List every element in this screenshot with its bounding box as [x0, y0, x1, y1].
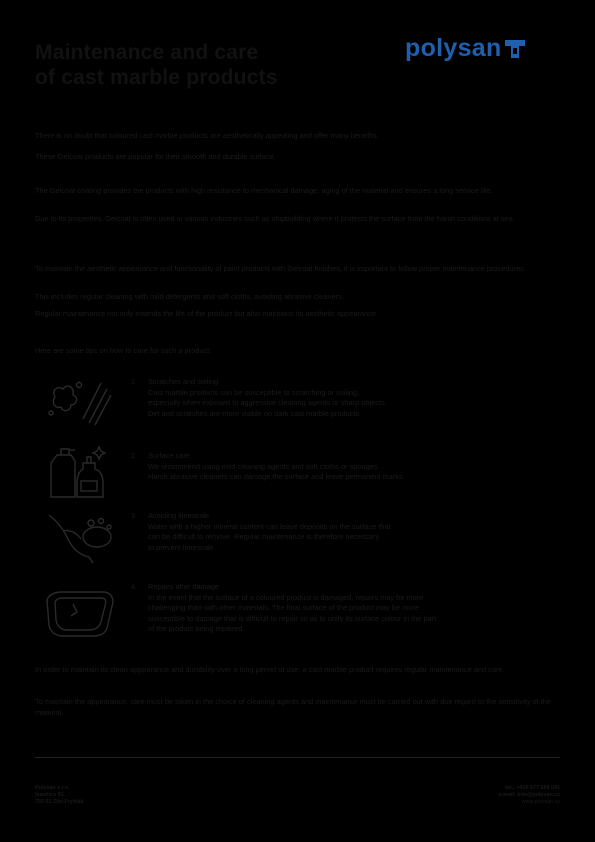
tip-line: to prevent limescale. — [148, 542, 216, 552]
tip-line: Dirt and scratches are more visible on dark cast marble products. — [148, 408, 362, 418]
polysan-logo — [405, 34, 526, 63]
tip-body — [148, 582, 560, 635]
footer-phone: tel.: +420 577 688 041 — [505, 785, 560, 791]
tip-heading: Surface care — [148, 451, 190, 460]
scratch-stain-icon — [43, 375, 115, 435]
logo-text: polysan — [405, 34, 502, 62]
tip-line: In the event that the surface of a coloured product is damaged, repairs may be more — [148, 592, 424, 602]
tip-number: 4. — [131, 582, 138, 591]
polysan-mark-icon — [504, 37, 526, 61]
closing-paragraph-2: To maintain the appearance, care must be taken in the choice of cleaning agents and maintenance must be carried out with due regard to the sensitivity of the material. — [35, 697, 552, 717]
footer-contact — [498, 785, 560, 806]
intro-paragraph-8: Here are some tips on how to care for such a product: — [35, 346, 212, 355]
intro-paragraph-6: This includes regular cleaning with mild detergents and soft cloths, avoiding abrasive cleaners. — [35, 292, 344, 301]
tip-line: can be difficult to remove. Regular maintenance is therefore necessary — [148, 532, 380, 541]
intro-paragraph-5: To maintain the aesthetic appearance and functionality of paint products with Gelcoat finishes, it is important to follow proper maintenance procedures. — [35, 264, 526, 273]
footer-email-link[interactable]: e-mail: info@polysan.cz — [498, 792, 560, 798]
title-line-1: Maintenance and care — [35, 41, 259, 64]
cleaning-bottles-icon — [43, 441, 115, 501]
tip-heading: Scratches and soiling — [148, 377, 219, 386]
title-line-2: of cast marble products — [35, 66, 278, 89]
footer-web-link[interactable]: www.polysan.cz — [521, 799, 560, 805]
intro-paragraph-3: The Gelcoat coating provides the products with high resistance to mechanical damage, aging of the material and ensures a long service life. — [35, 186, 493, 195]
tip-line: of the product being repaired. — [148, 624, 245, 633]
footer-address — [35, 785, 84, 806]
footer-divider — [35, 757, 560, 758]
tip-line: We recommend using mild cleaning agents and soft cloths or sponges. — [148, 461, 380, 471]
tip-number: 2. — [131, 451, 138, 460]
tip-line: especially when exposed to aggressive cleaning agents or sharp objects. — [148, 398, 387, 407]
bathtub-icon — [43, 580, 115, 640]
closing-paragraph-1: In order to maintain its clean appearance and durability over a long period of use, a cast marble product requires regular maintenance and care. — [35, 665, 505, 674]
intro-paragraph-7: Regular maintenance not only extends the life of the product but also maintains its aesthetic appearance. — [35, 309, 379, 318]
intro-paragraph-1: There is no doubt that coloured cast marble products are aesthetically appealing and offer many benefits. — [35, 131, 379, 140]
tip-body — [148, 377, 560, 419]
tip-body — [148, 451, 560, 483]
tip-heading: Avoiding limescale — [148, 511, 210, 520]
tip-body — [148, 511, 560, 553]
footer-city: 755 01 Zlín-Fryšták — [35, 799, 84, 805]
footer-company: Polysan s.r.o. — [35, 785, 70, 791]
tip-line: Cast marble products can be susceptible to scratching or soiling, — [148, 387, 360, 397]
tip-number: 1. — [131, 377, 138, 386]
footer-street: Ivančice 92 — [35, 792, 64, 798]
page-title — [35, 40, 278, 90]
intro-paragraph-4: Due to its properties, Gelcoat is often used in various industries such as shipbuilding where it protects the surface from the harsh conditions at sea. — [35, 214, 515, 223]
tip-line: susceptible to damage that is difficult to repair so as to unify its surface colour in the part — [148, 613, 437, 623]
tip-number: 3. — [131, 511, 138, 520]
intro-paragraph-2: These Gelcoat products are popular for their smooth and durable surface. — [35, 152, 276, 161]
tip-line: Water with a higher mineral content can leave deposits on the surface that — [148, 521, 391, 531]
tip-heading: Repairs after damage — [148, 582, 220, 591]
hand-sponge-icon — [43, 507, 115, 567]
tip-line: Harsh abrasive cleaners can damage the surface and leave permanent marks. — [148, 472, 405, 481]
tip-line: challenging than with other materials. The final surface of the product may be more — [148, 603, 419, 612]
